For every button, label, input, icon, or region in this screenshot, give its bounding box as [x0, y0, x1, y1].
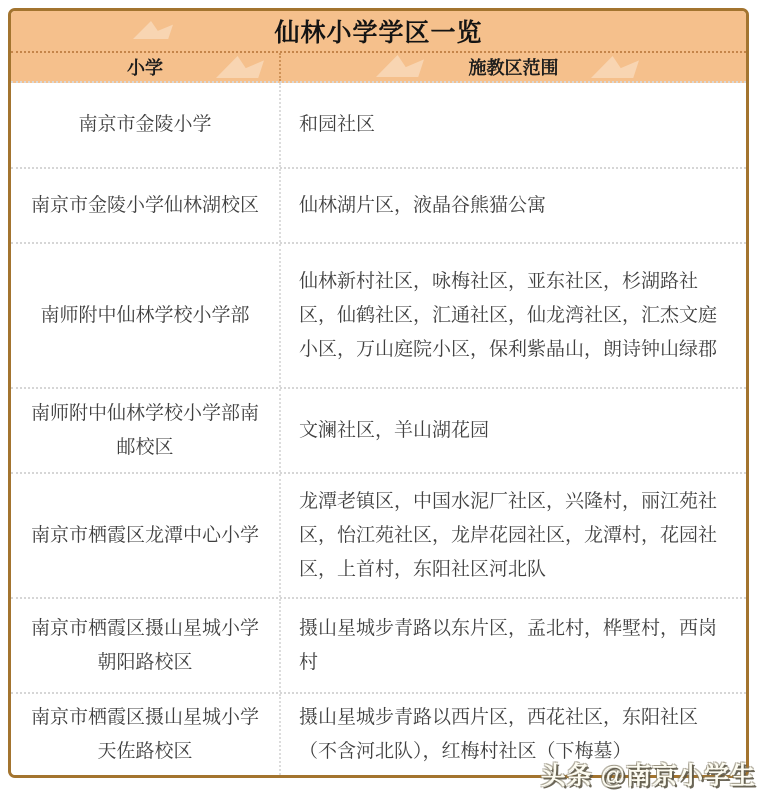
range-cell: 和园社区 [299, 114, 376, 135]
range-cell: 文澜社区，羊山湖花园 [299, 419, 490, 441]
school-cell: 南京市金陵小学仙林湖校区 [11, 169, 281, 242]
range-cell: 摄山星城步青路以西片区，西花社区，东阳社区（不含河北队），红梅村社区（下梅墓） [299, 706, 699, 762]
column-header-school: 小学 [11, 53, 281, 81]
range-cell: 龙潭老镇区，中国水泥厂社区，兴隆村，丽江苑社区，怡江苑社区，龙岸花园社区，龙潭村，花园社区，上首村，东阳社区河北队 [299, 490, 718, 580]
range-cell: 摄山星城步青路以东片区，孟北村，桦墅村，西岗村 [299, 617, 718, 673]
toutiao-watermark: 头条 @南京小学生 [540, 762, 756, 790]
school-cell: 南京市栖霞区摄山星城小学朝阳路校区 [11, 599, 281, 692]
school-cell: 南京市金陵小学 [11, 83, 281, 167]
table-row [11, 597, 746, 692]
school-cell: 南京市栖霞区摄山星城小学天佐路校区 [11, 694, 281, 775]
range-cell: 仙林新村社区，咏梅社区，亚东社区，杉湖路社区，仙鹤社区，汇通社区，仙龙湾社区，汇杰文庭小区，万山庭院小区，保利紫晶山，朗诗钟山绿郡 [299, 270, 718, 360]
table-row [11, 472, 746, 597]
school-district-table [8, 8, 749, 778]
table-row [11, 167, 746, 242]
page-title: 仙林小学学区一览 [274, 19, 483, 47]
school-cell: 南师附中仙林学校小学部南邮校区 [11, 389, 281, 472]
table-row [11, 242, 746, 387]
column-header-range: 施教区范围 [468, 58, 559, 78]
faint-watermark-shape-icon [133, 21, 173, 39]
school-cell: 南师附中仙林学校小学部 [11, 244, 281, 387]
table-header-row [11, 53, 746, 83]
table-row [11, 387, 746, 472]
school-cell: 南京市栖霞区龙潭中心小学 [11, 474, 281, 597]
table-row [11, 83, 746, 167]
range-cell: 仙林湖片区，液晶谷熊猫公寓 [299, 194, 547, 216]
table-title-band [11, 11, 746, 53]
